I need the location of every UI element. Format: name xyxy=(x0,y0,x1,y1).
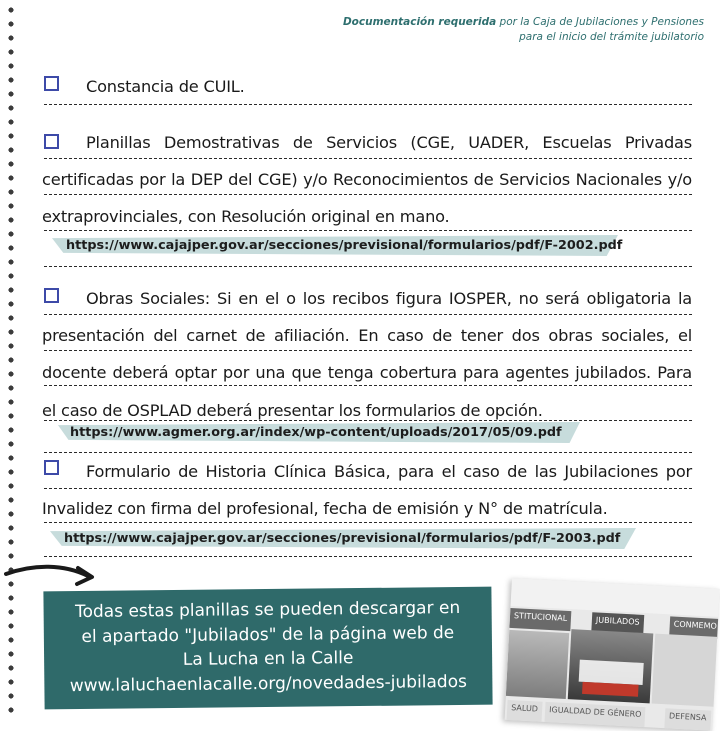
banner-line2: el apartado "Jubilados" de la página web de xyxy=(81,622,455,647)
page-header xyxy=(343,15,704,45)
header-bold: Documentación requerida xyxy=(342,16,497,28)
photo-image-right xyxy=(652,634,718,707)
ruled-line xyxy=(44,266,692,267)
photo-bottom-tab: SALUD xyxy=(507,700,543,722)
ruled-line xyxy=(44,350,692,351)
photo-protest-banner xyxy=(582,682,639,697)
website-screenshot-photo xyxy=(505,578,720,731)
ruled-line xyxy=(44,104,692,105)
banner-link[interactable]: www.laluchaenlacalle.org/novedades-jubilados xyxy=(69,671,468,696)
photo-bottom-tab: IGUALDAD DE GÉNERO xyxy=(545,702,646,727)
item-historia-clinica xyxy=(42,453,692,527)
link-f2002[interactable]: https://www.cajajper.gov.ar/secciones/previsional/formularios/pdf/F-2002.pdf xyxy=(66,238,623,253)
item-planillas xyxy=(42,124,692,236)
item-cuil-text: Constancia de CUIL. xyxy=(86,77,245,96)
link-f2003[interactable]: https://www.cajajper.gov.ar/secciones/previsional/formularios/pdf/F-2003.pdf xyxy=(64,531,621,546)
header-rest: por la Caja de Jubilaciones y Pensiones xyxy=(496,16,704,28)
banner-line3: La Lucha en la Calle xyxy=(182,648,354,670)
item-cuil xyxy=(42,68,692,105)
item-planillas-text: Planillas Demostrativas de Servicios (CGE, UADER, Escuelas Privadas certificadas por la DEP del CGE) y/o Reconocimientos de Servicios Nacionales y/o extraprovinciales, con Resolución original en mano. xyxy=(42,133,692,227)
photo-bottom-tab: DEFENSA xyxy=(664,708,711,730)
ruled-line xyxy=(44,158,692,159)
download-banner xyxy=(43,587,492,710)
ruled-line xyxy=(44,194,692,195)
ruled-line xyxy=(44,420,692,421)
ruled-line xyxy=(44,522,692,523)
item-obras-sociales xyxy=(42,280,692,429)
photo-tab: JUBILADOS xyxy=(591,612,644,635)
header-line2: para el inicio del trámite jubilatorio xyxy=(519,31,704,43)
photo-image-protest xyxy=(568,629,654,703)
item-historia-clinica-text: Formulario de Historia Clínica Básica, para el caso de las Jubilaciones por Invalidez con firma del profesional, fecha de emisión y N° de matrícula. xyxy=(42,462,692,519)
photo-tab: STITUCIONAL xyxy=(509,608,571,631)
arrow-icon xyxy=(4,560,100,590)
item-obras-sociales-text: Obras Sociales: Si en el o los recibos figura IOSPER, no será obligatoria la presentación del carnet de afiliación. En caso de tener dos obras sociales, el docente deberá optar por una que tenga cobertura para agentes jubilados. Para el caso de OSPLAD deberá presentar los formularios de opción. xyxy=(42,289,692,420)
ruled-line xyxy=(44,556,692,557)
link-agmer[interactable]: https://www.agmer.org.ar/index/wp-content/uploads/2017/05/09.pdf xyxy=(70,425,562,440)
notebook-binding xyxy=(0,0,14,720)
ruled-line xyxy=(44,488,692,489)
ruled-line xyxy=(44,230,692,231)
photo-image-left xyxy=(506,630,569,699)
ruled-line xyxy=(44,385,692,386)
banner-line1: Todas estas planillas se pueden descargar en xyxy=(74,597,461,623)
photo-tab: CONMEMO xyxy=(669,616,720,639)
ruled-line xyxy=(44,314,692,315)
